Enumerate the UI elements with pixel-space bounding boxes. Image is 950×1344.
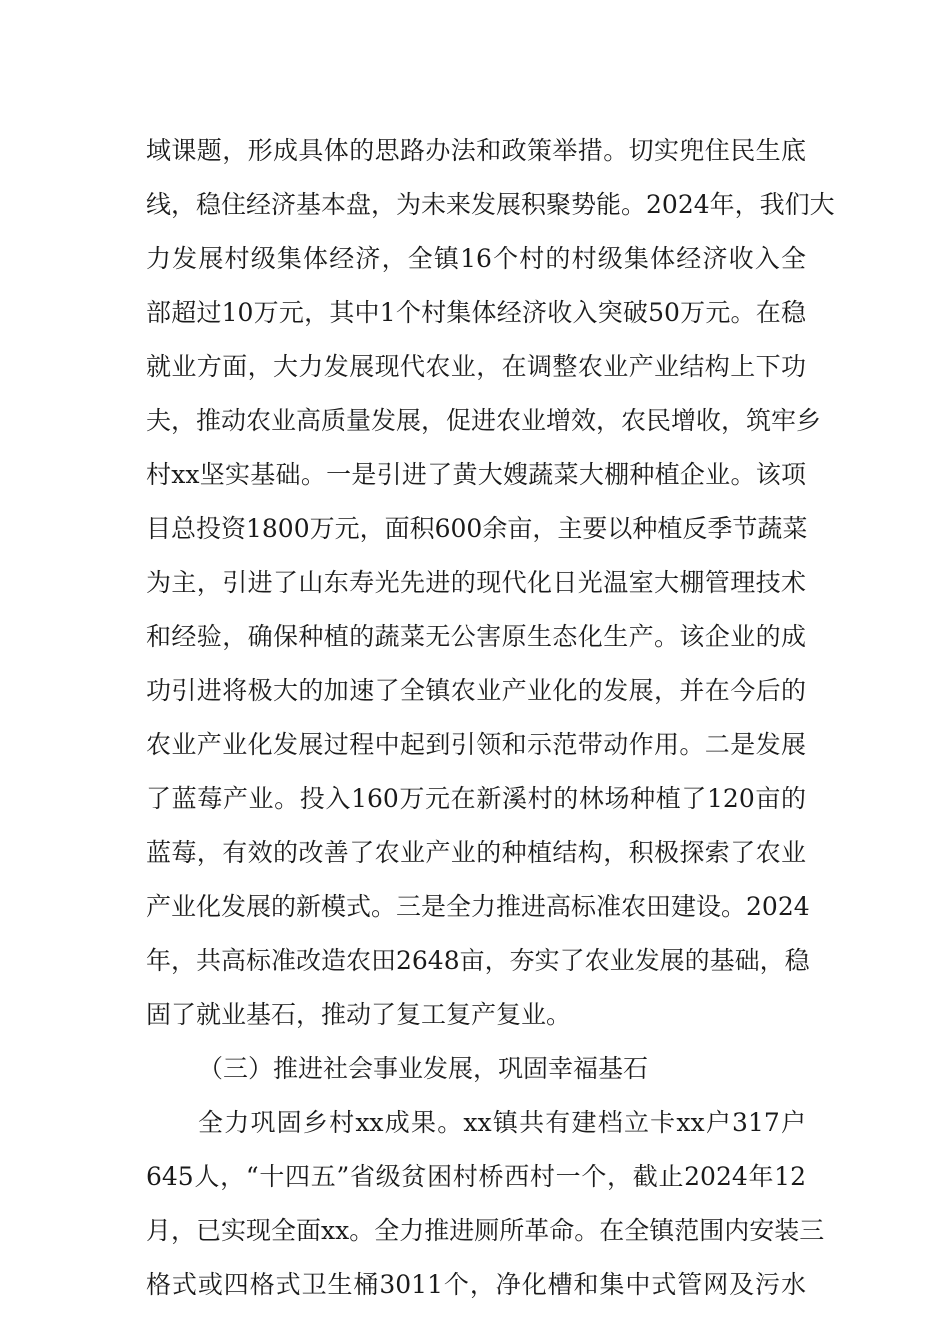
paragraph-1-line-8: 目总投资1800万元，面积600余亩，主要以种植反季节蔬菜 [146, 514, 808, 543]
paragraph-1-line-1: 域课题，形成具体的思路办法和政策举措。切实兜住民生底 [146, 136, 806, 165]
paragraph-1-line-9: 为主，引进了山东寿光先进的现代化日光温室大棚管理技术 [146, 568, 806, 597]
paragraph-1-line-10: 和经验，确保种植的蔬菜无公害原生态化生产。该企业的成 [146, 622, 806, 651]
paragraph-1-line-6: 夫，推动农业高质量发展，促进农业增效，农民增收，筑牢乡 [146, 406, 822, 435]
paragraph-1-line-15: 产业化发展的新模式。三是全力推进高标准农田建设。2024 [146, 892, 810, 921]
paragraph-1-line-14: 蓝莓，有效的改善了农业产业的种植结构，积极探索了农业 [146, 838, 806, 867]
paragraph-1-line-13: 了蓝莓产业。投入160万元在新溪村的林场种植了120亩的 [146, 784, 806, 813]
paragraph-2-line-2: 645人，“十四五”省级贫困村桥西村一个，截止2024年12 [146, 1162, 806, 1191]
paragraph-1-line-2: 线，稳住经济基本盘，为未来发展积聚势能。2024年，我们大 [146, 190, 835, 219]
section-heading: （三）推进社会事业发展，巩固幸福基石 [198, 1054, 649, 1083]
paragraph-1-line-17: 固了就业基石，推动了复工复产复业。 [146, 1000, 572, 1029]
paragraph-1-line-11: 功引进将极大的加速了全镇农业产业化的发展，并在今后的 [146, 676, 806, 705]
paragraph-1-line-7: 村xx坚实基础。一是引进了黄大嫂蔬菜大棚种植企业。该项 [146, 460, 806, 489]
paragraph-1-line-3: 力发展村级集体经济，全镇16个村的村级集体经济收入全 [146, 244, 806, 273]
paragraph-2-line-1: 全力巩固乡村xx成果。xx镇共有建档立卡xx户317户 [198, 1108, 806, 1137]
paragraph-2-line-4: 格式或四格式卫生桶3011个，净化槽和集中式管网及污水 [146, 1270, 806, 1299]
paragraph-2-line-3: 月，已实现全面xx。全力推进厕所革命。在全镇范围内安装三 [146, 1216, 825, 1245]
paragraph-1-line-5: 就业方面，大力发展现代农业，在调整农业产业结构上下功 [146, 352, 806, 381]
paragraph-1-line-16: 年，共高标准改造农田2648亩，夯实了农业发展的基础，稳 [146, 946, 810, 975]
paragraph-1-line-4: 部超过10万元，其中1个村集体经济收入突破50万元。在稳 [146, 298, 806, 327]
paragraph-1-line-12: 农业产业化发展过程中起到引领和示范带动作用。二是发展 [146, 730, 806, 759]
